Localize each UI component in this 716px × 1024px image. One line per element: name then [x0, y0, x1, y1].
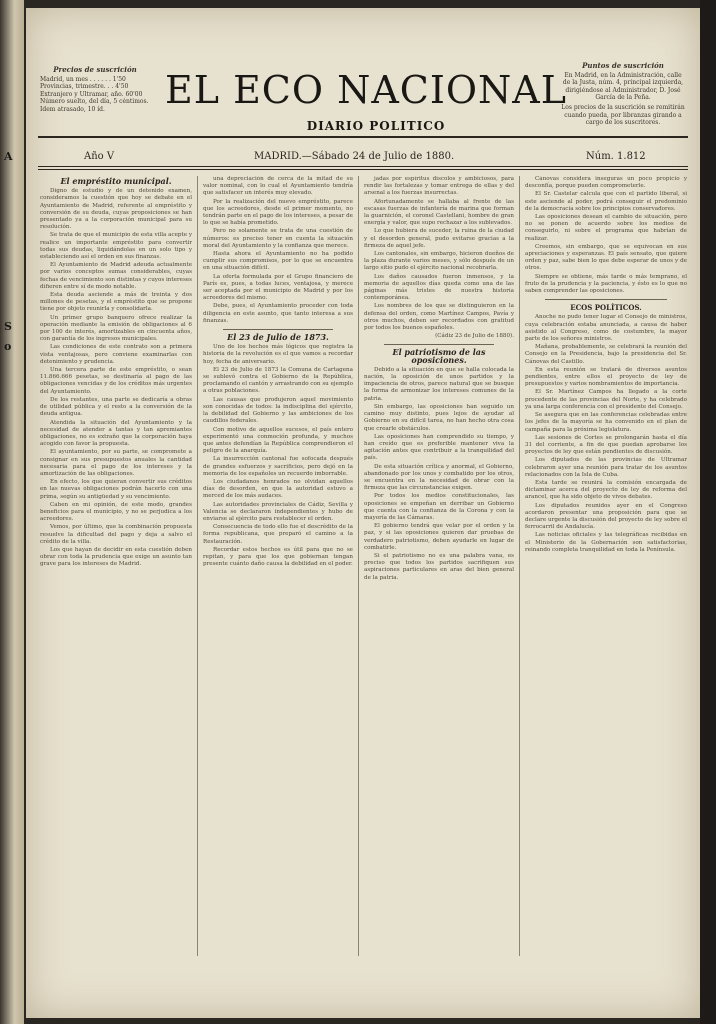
article-title: ECOS POLÍTICOS. — [570, 303, 642, 313]
edge-mark: S — [4, 320, 12, 333]
section-divider — [384, 344, 494, 345]
paragraph: Atendida la situación del Ayuntamiento y la necesidad de atender a tantas y tan apremiantes obligaciones, no es extraño que la corporación haya acogido con favor la propuesta. — [40, 419, 192, 448]
edge-mark: A — [4, 150, 13, 163]
paragraph: Los ciudadanos honrados no olvidan aquellos días de desorden, en que la autoridad estuvo a merced de los más audaces. — [203, 478, 353, 500]
points-line: En Madrid, en la Administración, calle de la Justa, núm. 4, principal izquierda, dirigiéndose al Administrador, D. José García de la Peña. — [562, 71, 684, 102]
paragraph: Creemos, sin embargo, que se equivocan en sus apreciaciones y esperanzas. El país sensato, que quiere orden y paz, sabe bien lo que debe esperar de unos y de otros. — [525, 243, 687, 272]
subscription-prices-heading: Precios de suscrición — [53, 65, 137, 74]
price-line: Idem atrasado, 10 íd. — [40, 105, 105, 113]
paragraph: Hasta ahora el Ayuntamiento no ha podido cumplir sus compromisos, por lo que se encuentra en una situación difícil. — [203, 251, 353, 272]
dateline-rule — [38, 169, 688, 170]
price-line: Extranjero y Ultramar, año. 60'00 — [40, 90, 143, 98]
paragraph: Debe, pues, el Ayuntamiento proceder con toda diligencia en este asunto, que tanto interesa a sus finanzas. — [203, 303, 353, 324]
paragraph: Las oposiciones han comprendido su tiempo, y han creído que es preferible mantener viva la agitación antes que contribuir a la tranquilidad del país. — [364, 433, 514, 462]
paragraph: Mañana, probablemente, se celebrará la reunión del Consejo en la Presidencia, bajo la presidencia del Sr. Cánovas del Castillo. — [525, 344, 687, 365]
paragraph: Por la realización del nuevo empréstito, parece que los acreedores, desde el primer momento, no tendrán parte en el pago de los intereses, a pesar de lo que se había prometido. — [203, 198, 353, 227]
article-signature: (Cádiz 23 de Julio de 1880). — [435, 333, 514, 340]
paragraph: De los restantes, una parte se dedicaría a obras de utilidad pública y el resto a la conversión de la deuda antigua. — [40, 396, 192, 418]
scan-border — [700, 0, 716, 1024]
paragraph: La oferta formulada por el Grupo financiero de París es, pues, a todas luces, ventajosa, y merece ser aceptada por el municipio de Madrid y por los acreedores del mismo. — [203, 273, 353, 302]
binding-edge — [0, 0, 24, 1024]
paragraph: Se trata de que el municipio de esta villa acepte y realice un importante empréstito para convertir todas sus deudas, liquidándolas en un solo tipo y estableciendo así el orden en sus finanzas. — [40, 232, 192, 261]
paragraph: El Sr. Castelar calcula que con el partido liberal, si este asciende al poder, podrá conseguir el predominio de la democracia sobre los principios conservadores. — [525, 191, 687, 212]
date-place: MADRID.—Sábado 24 de Julio de 1880. — [254, 151, 455, 162]
paragraph: una depreciación de cerca de la mitad de su valor nominal, con lo cual el Ayuntamiento tendría que satisfacer un interés muy elevado. — [203, 176, 353, 197]
paragraph: La insurrección cantonal fue sofocada después de grandes esfuerzos y sacrificios, pero dejó en la memoria de los españoles un recuerdo imborrable. — [203, 456, 353, 477]
article-title: El patriotismo de las oposiciones. — [392, 347, 486, 365]
paragraph: El Ayuntamiento de Madrid adeuda actualmente por varios conceptos sumas considerables, cuyas fechas de vencimiento son distintas y cuyos intereses difieren entre sí de modo notable. — [40, 262, 192, 290]
paragraph: Con motivo de aquellos sucesos, el país entero experimentó una conmoción profunda, y muchos que antes defendían la República comprendieron el peligro de la anarquía. — [203, 426, 353, 455]
paragraph: Uno de los hechos más lógicos que registra la historia de la revolución es el que vamos a recordar hoy, fecha de aniversario. — [203, 344, 353, 365]
paragraph: Los nombres de los que se distinguieron en la defensa del orden, como Martínez Campos, Pavía y otros muchos, deben ser recordados con gratitud por todos los buenos españoles. — [364, 303, 514, 332]
paragraph: Anoche no pudo tener lugar el Consejo de ministros, cuya celebración estaba anunciada, a causa de haber asistido al Congreso, como de costumbre, la mayor parte de los señores ministros. — [525, 314, 687, 343]
section-divider — [545, 299, 667, 300]
paragraph: Los cantonales, sin embargo, hicieron dueños de la plaza durante varios meses, y sólo después de un largo sitio pudo el ejército nacional recobrarla. — [364, 251, 514, 272]
paragraph: Consecuencia de todo ello fue el descrédito de la forma republicana, que preparó el camino a la Restauración. — [203, 524, 353, 545]
points-line: Los precios de la suscrición se remitirán cuando pueda, por libranzas girando a cargo de los suscritores. — [561, 103, 685, 127]
paragraph: Caben en mi opinión, de este modo, grandes beneficios para el municipio, y no se perjudica a los acreedores. — [40, 501, 192, 523]
paragraph: Las noticias oficiales y las telegráficas recibidas en el Ministerio de la Gobernación son satisfactorias, reinando completa tranquilidad en toda la Península. — [525, 532, 687, 553]
paragraph: Recordar estos hechos es útil para que no se repitan, y para que los que gobiernan tengan presente cuánto daño causa la debilidad en el poder. — [203, 546, 353, 568]
column-1 — [40, 176, 192, 958]
paragraph: Siempre se obtiene, más tarde o más temprano, el fruto de la prudencia y la paciencia, y ésto es lo que no saben comprender las oposiciones. — [525, 273, 687, 295]
paragraph: El gobierno tendrá que velar por el orden y la paz, y si las oposiciones quieren dar pruebas de verdadero patriotismo, deben ayudarle en lugar de combatirle. — [364, 523, 514, 551]
paragraph: Las oposiciones desean el cambio de situación, pero no se ponen de acuerdo sobre los medios de conseguirlo, ni sobre el programa que habrían de realizar. — [525, 214, 687, 242]
paragraph: Por todos los medios constitucionales, las oposiciones se empeñan en derribar un Gobierno que cuenta con la confianza de la Corona y con la mayoría de las Cámaras. — [364, 493, 514, 521]
column-divider — [358, 176, 359, 956]
subscription-points-heading: Puntos de suscrición — [582, 61, 664, 70]
paragraph: Lo que hubiera de suceder, la ruina de la ciudad y el desorden general, pudo evitarse gracias a la firmeza de aquel jefe. — [364, 228, 514, 249]
dateline-rule — [38, 166, 688, 167]
paragraph: Cánovas considera inseguras un poco propicio y desconfía, porque pueden comprometerle. — [525, 176, 687, 190]
paragraph: Las autoridades provinciales de Cádiz, Sevilla y Valencia se declararon independientes y hubo de enviarse al ejército para restablecer el orden. — [203, 501, 353, 522]
paragraph: Las causas que produjeron aquel movimiento son conocidas de todos: la indisciplina del ejército, la debilidad del Gobierno y las ambiciones de los caudillos federales. — [203, 396, 353, 425]
column-divider — [197, 176, 198, 956]
article-title: El 23 de Julio de 1873. — [227, 332, 329, 343]
paragraph: Sin embargo, las oposiciones han seguido un camino muy distinto, pues lejos de ayudar al Gobierno en su difícil tarea, no han hecho otra cosa que crearle obstáculos. — [364, 403, 514, 432]
column-divider — [519, 176, 520, 956]
column-4 — [525, 176, 687, 958]
article-title: El empréstito municipal. — [60, 176, 172, 186]
paragraph: Digno de estudio y de un detenido examen, consideramos la cuestión que hoy se debate en el Ayuntamiento de Madrid, referente al empréstito y conversión de su deuda, cuyas proposiciones se han presentado ya a la corporación municipal para su resolución. — [40, 188, 192, 231]
paragraph: El 23 de Julio de 1873 la Comuna de Cartagena se sublevó contra el Gobierno de la República, proclamando el cantón y arrastrando con su ejemplo a otras poblaciones. — [203, 366, 353, 395]
price-line: Número suelto, del día, 5 céntimos. — [40, 98, 149, 106]
paragraph: jadas por espíritus díscolos y ambiciosos, para rendir las fortalezas y tomar entrega de ellas y del arsenal a los fuerzas insurrectas. — [364, 176, 514, 197]
paragraph: Pero no solamente se trata de una cuestión de números: es preciso tener en cuenta la situación moral del Ayuntamiento y la confianza que merece. — [203, 228, 353, 249]
masthead-title: EL ECO NACIONAL — [165, 68, 567, 112]
price-line: Provincias, trimestre. . . 4'50 — [40, 83, 129, 91]
paragraph: Esta tarde se reunirá la comisión encargada de dictaminar acerca del proyecto de ley de reforma del arancel, que ha sido objeto de vivos debates. — [525, 479, 687, 501]
edge-mark: o — [4, 340, 12, 353]
paragraph: Las condiciones de este contrato son a primera vista ventajosas, pero conviene examinarlas con detenimiento y prudencia. — [40, 344, 192, 365]
column-3 — [364, 176, 514, 958]
paragraph: Las sesiones de Cortes se prolongarán hasta el día 31 del corriente, a fin de que puedan aprobarse los proyectos de ley que están pendientes de discusión. — [525, 434, 687, 456]
paragraph: Si el patriotismo no es una palabra vana, es preciso que todos los partidos sacrifiquen sus aspiraciones particulares en aras del bien general de la patria. — [364, 552, 514, 581]
price-line: Madrid, un mes . . . . . . 1'50 — [40, 75, 126, 83]
paragraph: Los diputados de las provincias de Ultramar celebraron ayer una reunión para tratar de los asuntos relacionados con la Isla de Cuba. — [525, 457, 687, 478]
paragraph: Vemos, por último, que la combinación propuesta resuelve la dificultad del pago y deja a salvo el crédito de la villa. — [40, 524, 192, 545]
column-2 — [203, 176, 353, 958]
section-divider — [223, 329, 333, 330]
paragraph: Esta deuda asciende a más de treinta y dos millones de pesetas, y el empréstito que se propone tiene por objeto reunirla y consolidarla. — [40, 292, 192, 313]
paragraph: En esta reunión se tratará de diversos asuntos pendientes, entre ellos el proyecto de ley de presupuestos y varios nombramientos de importancia. — [525, 366, 687, 388]
paragraph: Los diputados reunidos ayer en el Congreso acordaron presentar una proposición para que se declare urgente la discusión del proyecto de ley sobre el ferrocarril de Andalucía. — [525, 502, 687, 531]
issue-number: Núm. 1.812 — [586, 151, 646, 162]
paragraph: Se asegura que en las conferencias celebradas entre los jefes de la mayoría se ha convenido en el plan de campaña para la próxima legislatura. — [525, 412, 687, 433]
subscription-prices-box — [40, 66, 150, 114]
masthead-subtitle: DIARIO POLITICO — [306, 119, 446, 133]
year-label: Año V — [84, 151, 115, 162]
paragraph: Los daños causados fueron inmensos, y la memoria de aquellos días queda como una de las páginas más tristes de nuestra historia contemporánea. — [364, 273, 514, 302]
paragraph: En efecto, los que quieran convertir sus créditos en las nuevas obligaciones podrán hacerlo con una prima, según su antigüedad y su vencimiento. — [40, 479, 192, 500]
header-rule — [38, 136, 688, 138]
subscription-points-box — [560, 62, 686, 127]
paragraph: El ayuntamiento, por su parte, se compromete a consignar en sus presupuestos anuales la cantidad necesaria para el pago de los intereses y la amortización de las obligaciones. — [40, 449, 192, 477]
paragraph: Debido a la situación en que se halla colocada la nación, la oposición de unos partidos y la impaciencia de otros, parece natural que se busque la forma de armonizar los intereses comunes de la patria. — [364, 366, 514, 402]
paragraph: De esta situación crítica y anormal, el Gobierno, abandonado por los unos y combatido por los otros, se encuentra en la necesidad de obrar con la firmeza que las circunstancias exigen. — [364, 463, 514, 492]
paragraph: El Sr. Martínez Campos ha llegado a la corte procedente de las provincias del Norte, y ha celebrado ya una larga conferencia con el presidente del Consejo. — [525, 389, 687, 410]
paragraph: Una tercera parte de este empréstito, o sean 11.866.666 pesetas, se destinaría al pago de las obligaciones vencidas y de los créditos más urgentes del Ayuntamiento. — [40, 367, 192, 395]
paragraph: Afortunadamente se hallaba al frente de las escasas fuerzas de infantería de marina que forman la guarnición, el coronel Castellani, hombre de gran energía y valor, que supo rechazar a los sublevados. — [364, 198, 514, 227]
paragraph: Un primer grupo banquero ofrece realizar la operación mediante la emisión de obligaciones al 6 por 100 de interés, amortizables en cincuenta años, con garantía de los ingresos municipales. — [40, 314, 192, 343]
newspaper-page — [26, 8, 700, 1018]
paragraph: Los que hayan de decidir en esta cuestión deben obrar con toda la prudencia que exige un asunto tan grave para los intereses de Madrid. — [40, 546, 192, 568]
